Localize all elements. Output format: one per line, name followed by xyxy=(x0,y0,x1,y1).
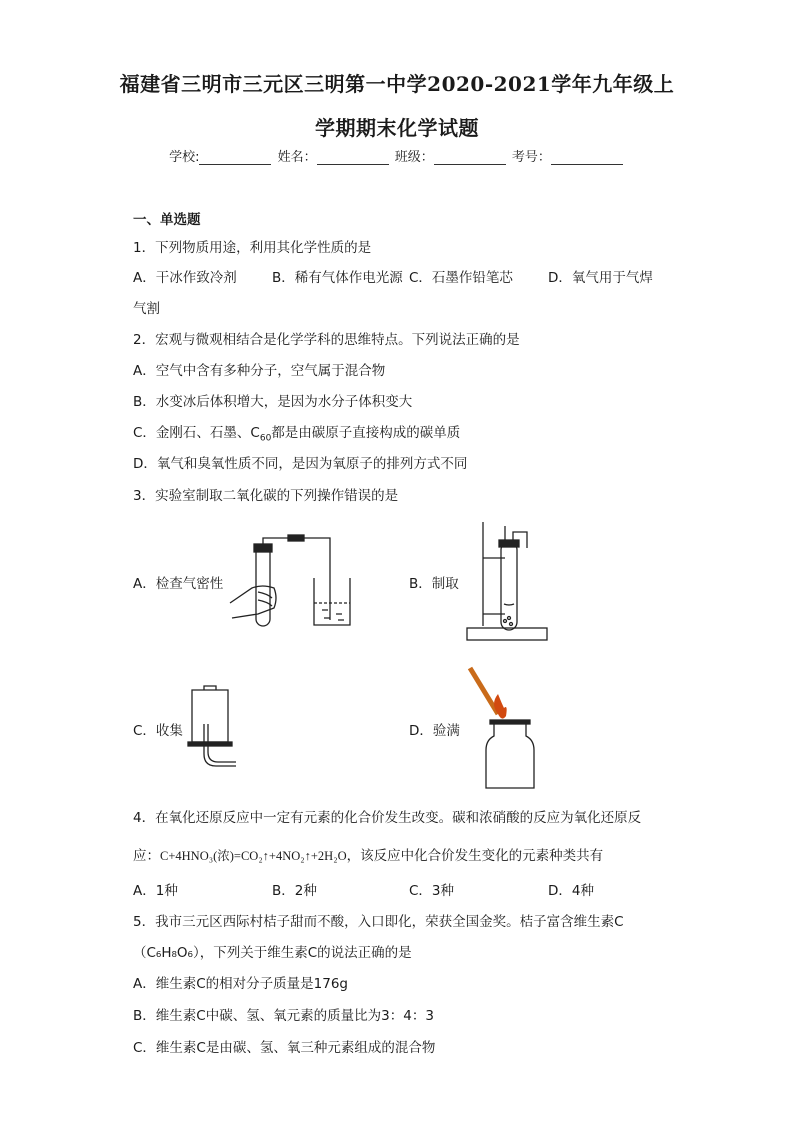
q1-option-a: A．干冰作致冷剂 xyxy=(133,270,237,286)
name-blank xyxy=(317,150,389,165)
q2-option-b: B．水变冰后体积增大，是因为水分子体积变大 xyxy=(133,394,413,410)
school-label: 学校: xyxy=(169,150,200,165)
q4-option-a: A．1种 xyxy=(133,883,178,899)
airtightness-check-figure xyxy=(228,528,358,633)
q3-stem: 3．实验室制取二氧化碳的下列操作错误的是 xyxy=(133,488,399,504)
school-blank xyxy=(199,150,271,165)
co2-generation-figure xyxy=(465,518,550,643)
q1-option-b: B．稀有气体作电光源 xyxy=(272,270,403,286)
q4-stem-line-1: 4．在氧化还原反应中一定有元素的化合价发生改变。碳和浓硝酸的反应为氧化还原反 xyxy=(133,810,642,826)
title-line-2: 学期期末化学试题 xyxy=(315,116,479,140)
q5-stem-line-2: （C₆H₈O₆），下列关于维生素C的说法正确的是 xyxy=(133,945,412,961)
student-info-row xyxy=(0,146,794,165)
q1-option-d-cont: 气割 xyxy=(133,301,160,317)
q5-option-a: A．维生素C的相对分子质量是176g xyxy=(133,976,348,992)
full-check-figure xyxy=(464,660,544,795)
q2-option-a: A．空气中含有多种分子，空气属于混合物 xyxy=(133,363,386,379)
number-label: 考号： xyxy=(511,150,551,165)
class-blank xyxy=(434,150,506,165)
q5-option-c: C．维生素C是由碳、氢、氧三种元素组成的混合物 xyxy=(133,1040,436,1056)
q5-stem-line-1: 5．我市三元区西际村桔子甜而不酸，入口即化，荣获全国金奖。桔子富含维生素C xyxy=(133,914,624,930)
q4-option-c: C．3种 xyxy=(409,883,455,899)
q1-option-c: C．石墨作铅笔芯 xyxy=(409,270,513,286)
wood-stick-icon xyxy=(470,668,498,714)
q4-option-b: B．2种 xyxy=(272,883,317,899)
q2-option-d: D．氧气和臭氧性质不同，是因为氧原子的排列方式不同 xyxy=(133,456,468,472)
q1-option-d: D．氧气用于气焊 xyxy=(548,270,653,286)
q3-option-d: D．验满 xyxy=(409,723,460,739)
q3-option-c: C．收集 xyxy=(133,723,183,739)
gas-collection-figure xyxy=(184,684,239,774)
section-heading: 一、单选题 xyxy=(133,212,201,228)
q1-stem: 1．下列物质用途，利用其化学性质的是 xyxy=(133,240,372,256)
q3-option-b: B．制取 xyxy=(409,576,459,592)
q4-option-d: D．4种 xyxy=(548,883,594,899)
q4-stem-line-2: 应：C+4HNO₃(浓)=CO₂↑+4NO₂↑+2H₂O，该反应中化合价发生变化的元素种类共有 xyxy=(133,848,604,864)
name-label: 姓名： xyxy=(277,150,317,165)
q4-equation: C+4HNO₃(浓)=CO₂↑+4NO₂↑+2H₂O xyxy=(160,849,347,863)
title-line-1: 福建省三明市三元区三明第一中学2020-2021学年九年级上 xyxy=(119,72,675,96)
q3-option-a: A．检查气密性 xyxy=(133,576,224,592)
q2-stem: 2．宏观与微观相结合是化学学科的思维特点。下列说法正确的是 xyxy=(133,332,520,348)
class-label: 班级： xyxy=(394,150,434,165)
q5-option-b: B．维生素C中碳、氢、氧元素的质量比为3：4：3 xyxy=(133,1008,434,1024)
q2-option-c: C．金刚石、石墨、$C_{60}$都是由碳原子直接构成的碳单质 xyxy=(133,425,461,444)
number-blank xyxy=(551,150,623,165)
